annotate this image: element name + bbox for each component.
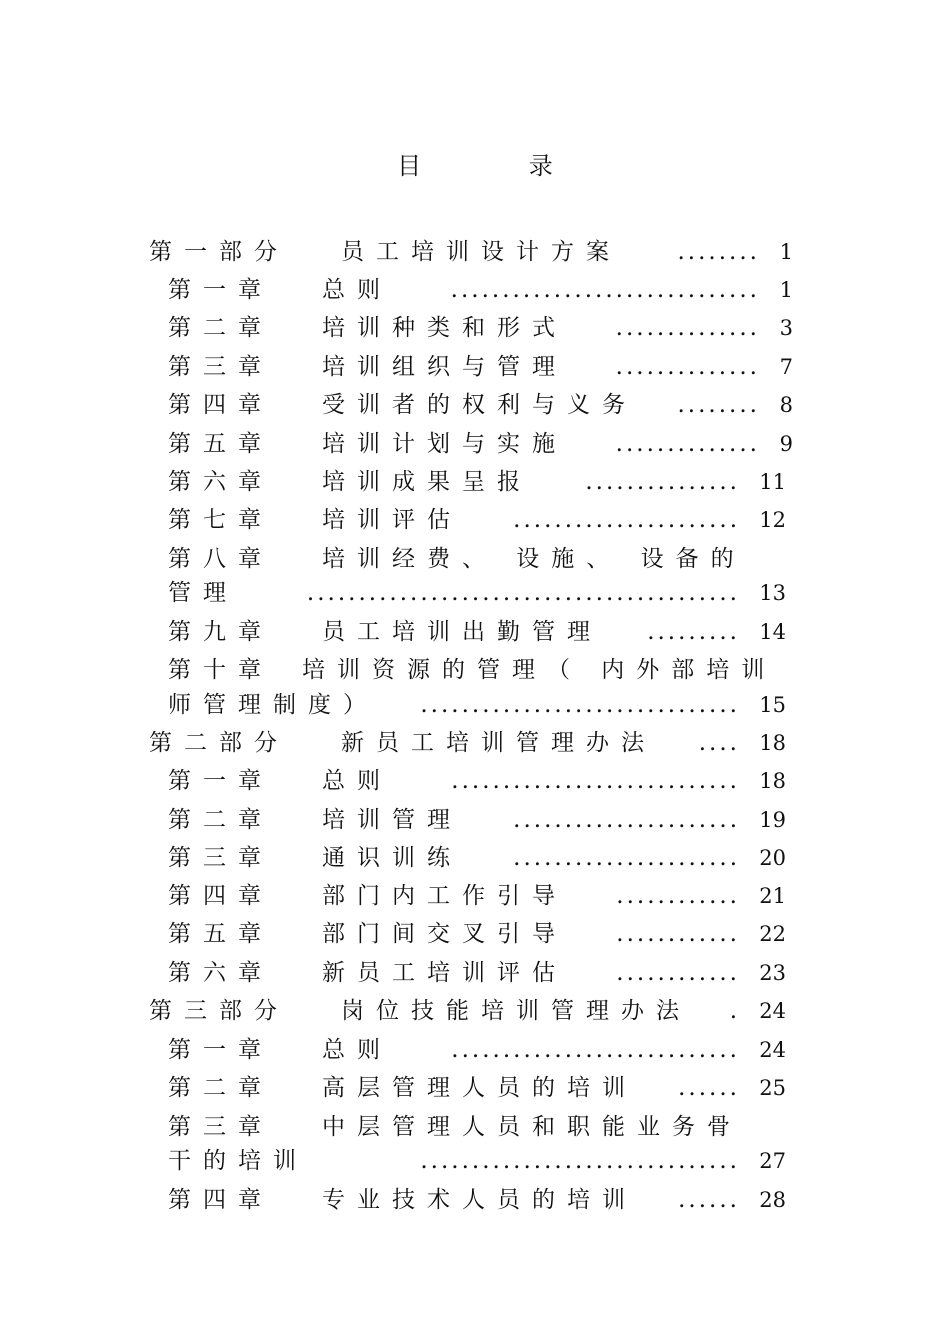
toc-entry-label: 第四章 xyxy=(168,883,273,909)
toc-entry-leader-dots: ............................... xyxy=(420,1148,740,1174)
toc-chapter-entry[interactable] xyxy=(0,804,950,836)
toc-entry-leader-dots: ............ xyxy=(616,960,740,986)
toc-entry-label: 第六章 xyxy=(168,960,273,986)
toc-entry-page-number: 8 xyxy=(779,393,793,417)
toc-entry-page-number: 19 xyxy=(759,808,786,832)
toc-chapter-entry[interactable] xyxy=(0,543,950,575)
toc-entry-page-number: 23 xyxy=(759,961,786,985)
toc-entry-page-number: 11 xyxy=(759,470,786,494)
toc-entry-label: 第三章 xyxy=(168,1114,273,1140)
toc-entry-page-number: 7 xyxy=(779,355,793,379)
toc-entry-label: 第五章 xyxy=(168,921,273,947)
toc-entry-title: 中层管理人员和职能业务骨 xyxy=(322,1114,742,1140)
toc-entry-page-number: 15 xyxy=(759,693,786,717)
toc-entry-page-number: 18 xyxy=(759,769,786,793)
toc-entry-page-number: 18 xyxy=(759,731,786,755)
toc-entry-label: 第二章 xyxy=(168,315,273,341)
toc-chapter-entry[interactable] xyxy=(0,428,950,460)
toc-entry-leader-dots: ...... xyxy=(678,1187,740,1213)
toc-chapter-entry[interactable] xyxy=(0,616,950,648)
toc-chapter-entry[interactable] xyxy=(0,504,950,536)
toc-entry-page-number: 27 xyxy=(759,1149,786,1173)
toc-entry-label: 第二部分 xyxy=(149,730,289,756)
toc-entry-page-number: 20 xyxy=(759,846,786,870)
toc-entry-leader-dots: ............ xyxy=(616,921,740,947)
toc-entry-page-number: 13 xyxy=(759,581,786,605)
toc-entry-label: 第三章 xyxy=(168,845,273,871)
toc-entry-leader-dots: .............................. xyxy=(450,277,760,303)
toc-entry-leader-dots: .............. xyxy=(615,315,760,341)
toc-entry-title: 高层管理人员的培训 xyxy=(322,1075,637,1101)
toc-entry-title: 培训种类和形式 xyxy=(322,315,567,341)
toc-entry-title: 专业技术人员的培训 xyxy=(322,1187,637,1213)
toc-entry-label: 第九章 xyxy=(168,619,273,645)
toc-entry-label: 第一章 xyxy=(168,1037,273,1063)
toc-title: 目 录 xyxy=(397,152,603,180)
toc-entry-label: 第十章 xyxy=(168,657,273,683)
toc-entry-page-number: 14 xyxy=(759,620,786,644)
toc-entry-title: 培训计划与实施 xyxy=(322,431,567,457)
toc-entry-leader-dots: ............................ xyxy=(451,1037,740,1063)
toc-chapter-entry[interactable] xyxy=(0,1184,950,1216)
toc-entry-title: 管理 xyxy=(168,580,238,606)
toc-entry-leader-dots: .... xyxy=(698,730,740,756)
toc-entry-label: 第一章 xyxy=(168,277,273,303)
toc-entry-title: 受训者的权利与义务 xyxy=(322,392,637,418)
toc-entry-leader-dots: . xyxy=(729,998,740,1024)
toc-chapter-entry[interactable] xyxy=(0,957,950,989)
toc-entry-title: 总则 xyxy=(322,768,392,794)
toc-entry-leader-dots: ........ xyxy=(677,392,760,418)
toc-entry-title: 通识训练 xyxy=(322,845,462,871)
toc-entry-label: 第八章 xyxy=(168,546,273,572)
toc-entry-title: 师管理制度） xyxy=(168,692,378,718)
toc-entry-title: 培训资源的管理（ 内外部培训 xyxy=(302,657,777,683)
toc-part-entry[interactable] xyxy=(0,236,950,268)
toc-entry-title: 员工培训设计方案 xyxy=(341,239,621,265)
toc-entry-title: 干的培训 xyxy=(168,1148,308,1174)
toc-chapter-entry[interactable] xyxy=(0,274,950,306)
toc-entry-label: 第七章 xyxy=(168,507,273,533)
toc-entry-label: 第三部分 xyxy=(149,998,289,1024)
toc-entry-title: 培训评估 xyxy=(322,507,462,533)
toc-entry-title: 总则 xyxy=(322,1037,392,1063)
toc-entry-page-number: 1 xyxy=(779,278,793,302)
toc-chapter-entry[interactable] xyxy=(0,880,950,912)
toc-entry-leader-dots: ............................... xyxy=(420,692,740,718)
toc-entry-label: 第四章 xyxy=(168,1187,273,1213)
toc-entry-leader-dots: .............. xyxy=(615,431,760,457)
toc-part-entry[interactable] xyxy=(0,727,950,759)
toc-entry-continuation[interactable] xyxy=(0,577,950,609)
toc-entry-title: 岗位技能培训管理办法 xyxy=(341,998,691,1024)
toc-entry-page-number: 22 xyxy=(759,922,786,946)
toc-entry-page-number: 12 xyxy=(759,508,786,532)
toc-entry-leader-dots: ............ xyxy=(616,883,740,909)
toc-chapter-entry[interactable] xyxy=(0,1034,950,1066)
toc-chapter-entry[interactable] xyxy=(0,351,950,383)
toc-entry-page-number: 24 xyxy=(759,999,786,1023)
toc-entry-label: 第一部分 xyxy=(149,239,289,265)
toc-entry-title: 培训组织与管理 xyxy=(322,354,567,380)
toc-entry-leader-dots: ........ xyxy=(677,239,760,265)
toc-entry-leader-dots: ......... xyxy=(647,619,740,645)
toc-entry-leader-dots: ............................ xyxy=(451,768,740,794)
toc-entry-label: 第四章 xyxy=(168,392,273,418)
toc-entry-title: 培训成果呈报 xyxy=(322,469,532,495)
toc-entry-leader-dots: ...................... xyxy=(513,807,740,833)
toc-entry-title: 部门内工作引导 xyxy=(322,883,567,909)
toc-entry-leader-dots: ............... xyxy=(585,469,740,495)
toc-chapter-entry[interactable] xyxy=(0,466,950,498)
toc-chapter-entry[interactable] xyxy=(0,389,950,421)
toc-entry-title: 总则 xyxy=(322,277,392,303)
toc-entry-label: 第三章 xyxy=(168,354,273,380)
toc-entry-continuation[interactable] xyxy=(0,1145,950,1177)
toc-entry-leader-dots: ...................... xyxy=(513,507,740,533)
toc-entry-page-number: 28 xyxy=(759,1188,786,1212)
toc-entry-title: 部门间交叉引导 xyxy=(322,921,567,947)
toc-chapter-entry[interactable] xyxy=(0,765,950,797)
toc-entry-page-number: 25 xyxy=(759,1076,786,1100)
toc-entry-title: 新员工培训管理办法 xyxy=(341,730,656,756)
toc-entry-label: 第二章 xyxy=(168,1075,273,1101)
toc-entry-leader-dots: .............. xyxy=(615,354,760,380)
toc-entry-continuation[interactable] xyxy=(0,689,950,721)
toc-chapter-entry[interactable] xyxy=(0,842,950,874)
toc-entry-page-number: 1 xyxy=(779,240,793,264)
toc-chapter-entry[interactable] xyxy=(0,918,950,950)
toc-entry-title: 员工培训出勤管理 xyxy=(322,619,602,645)
toc-entry-page-number: 9 xyxy=(779,432,793,456)
toc-chapter-entry[interactable] xyxy=(0,312,950,344)
toc-entry-leader-dots: .......................................... xyxy=(306,580,740,606)
toc-entry-label: 第五章 xyxy=(168,431,273,457)
toc-entry-label: 第二章 xyxy=(168,807,273,833)
toc-chapter-entry[interactable] xyxy=(0,1111,950,1143)
toc-entry-page-number: 3 xyxy=(779,316,793,340)
toc-entry-page-number: 21 xyxy=(759,884,786,908)
toc-entry-leader-dots: ...................... xyxy=(513,845,740,871)
toc-entry-label: 第一章 xyxy=(168,768,273,794)
toc-chapter-entry[interactable] xyxy=(0,1072,950,1104)
toc-entry-title: 培训管理 xyxy=(322,807,462,833)
toc-entry-leader-dots: ...... xyxy=(678,1075,740,1101)
toc-entry-title: 培训经费、 设施、 设备的 xyxy=(322,546,746,572)
toc-part-entry[interactable] xyxy=(0,995,950,1027)
toc-chapter-entry[interactable] xyxy=(0,654,950,686)
toc-entry-title: 新员工培训评估 xyxy=(322,960,567,986)
toc-entry-label: 第六章 xyxy=(168,469,273,495)
toc-entry-page-number: 24 xyxy=(759,1038,786,1062)
